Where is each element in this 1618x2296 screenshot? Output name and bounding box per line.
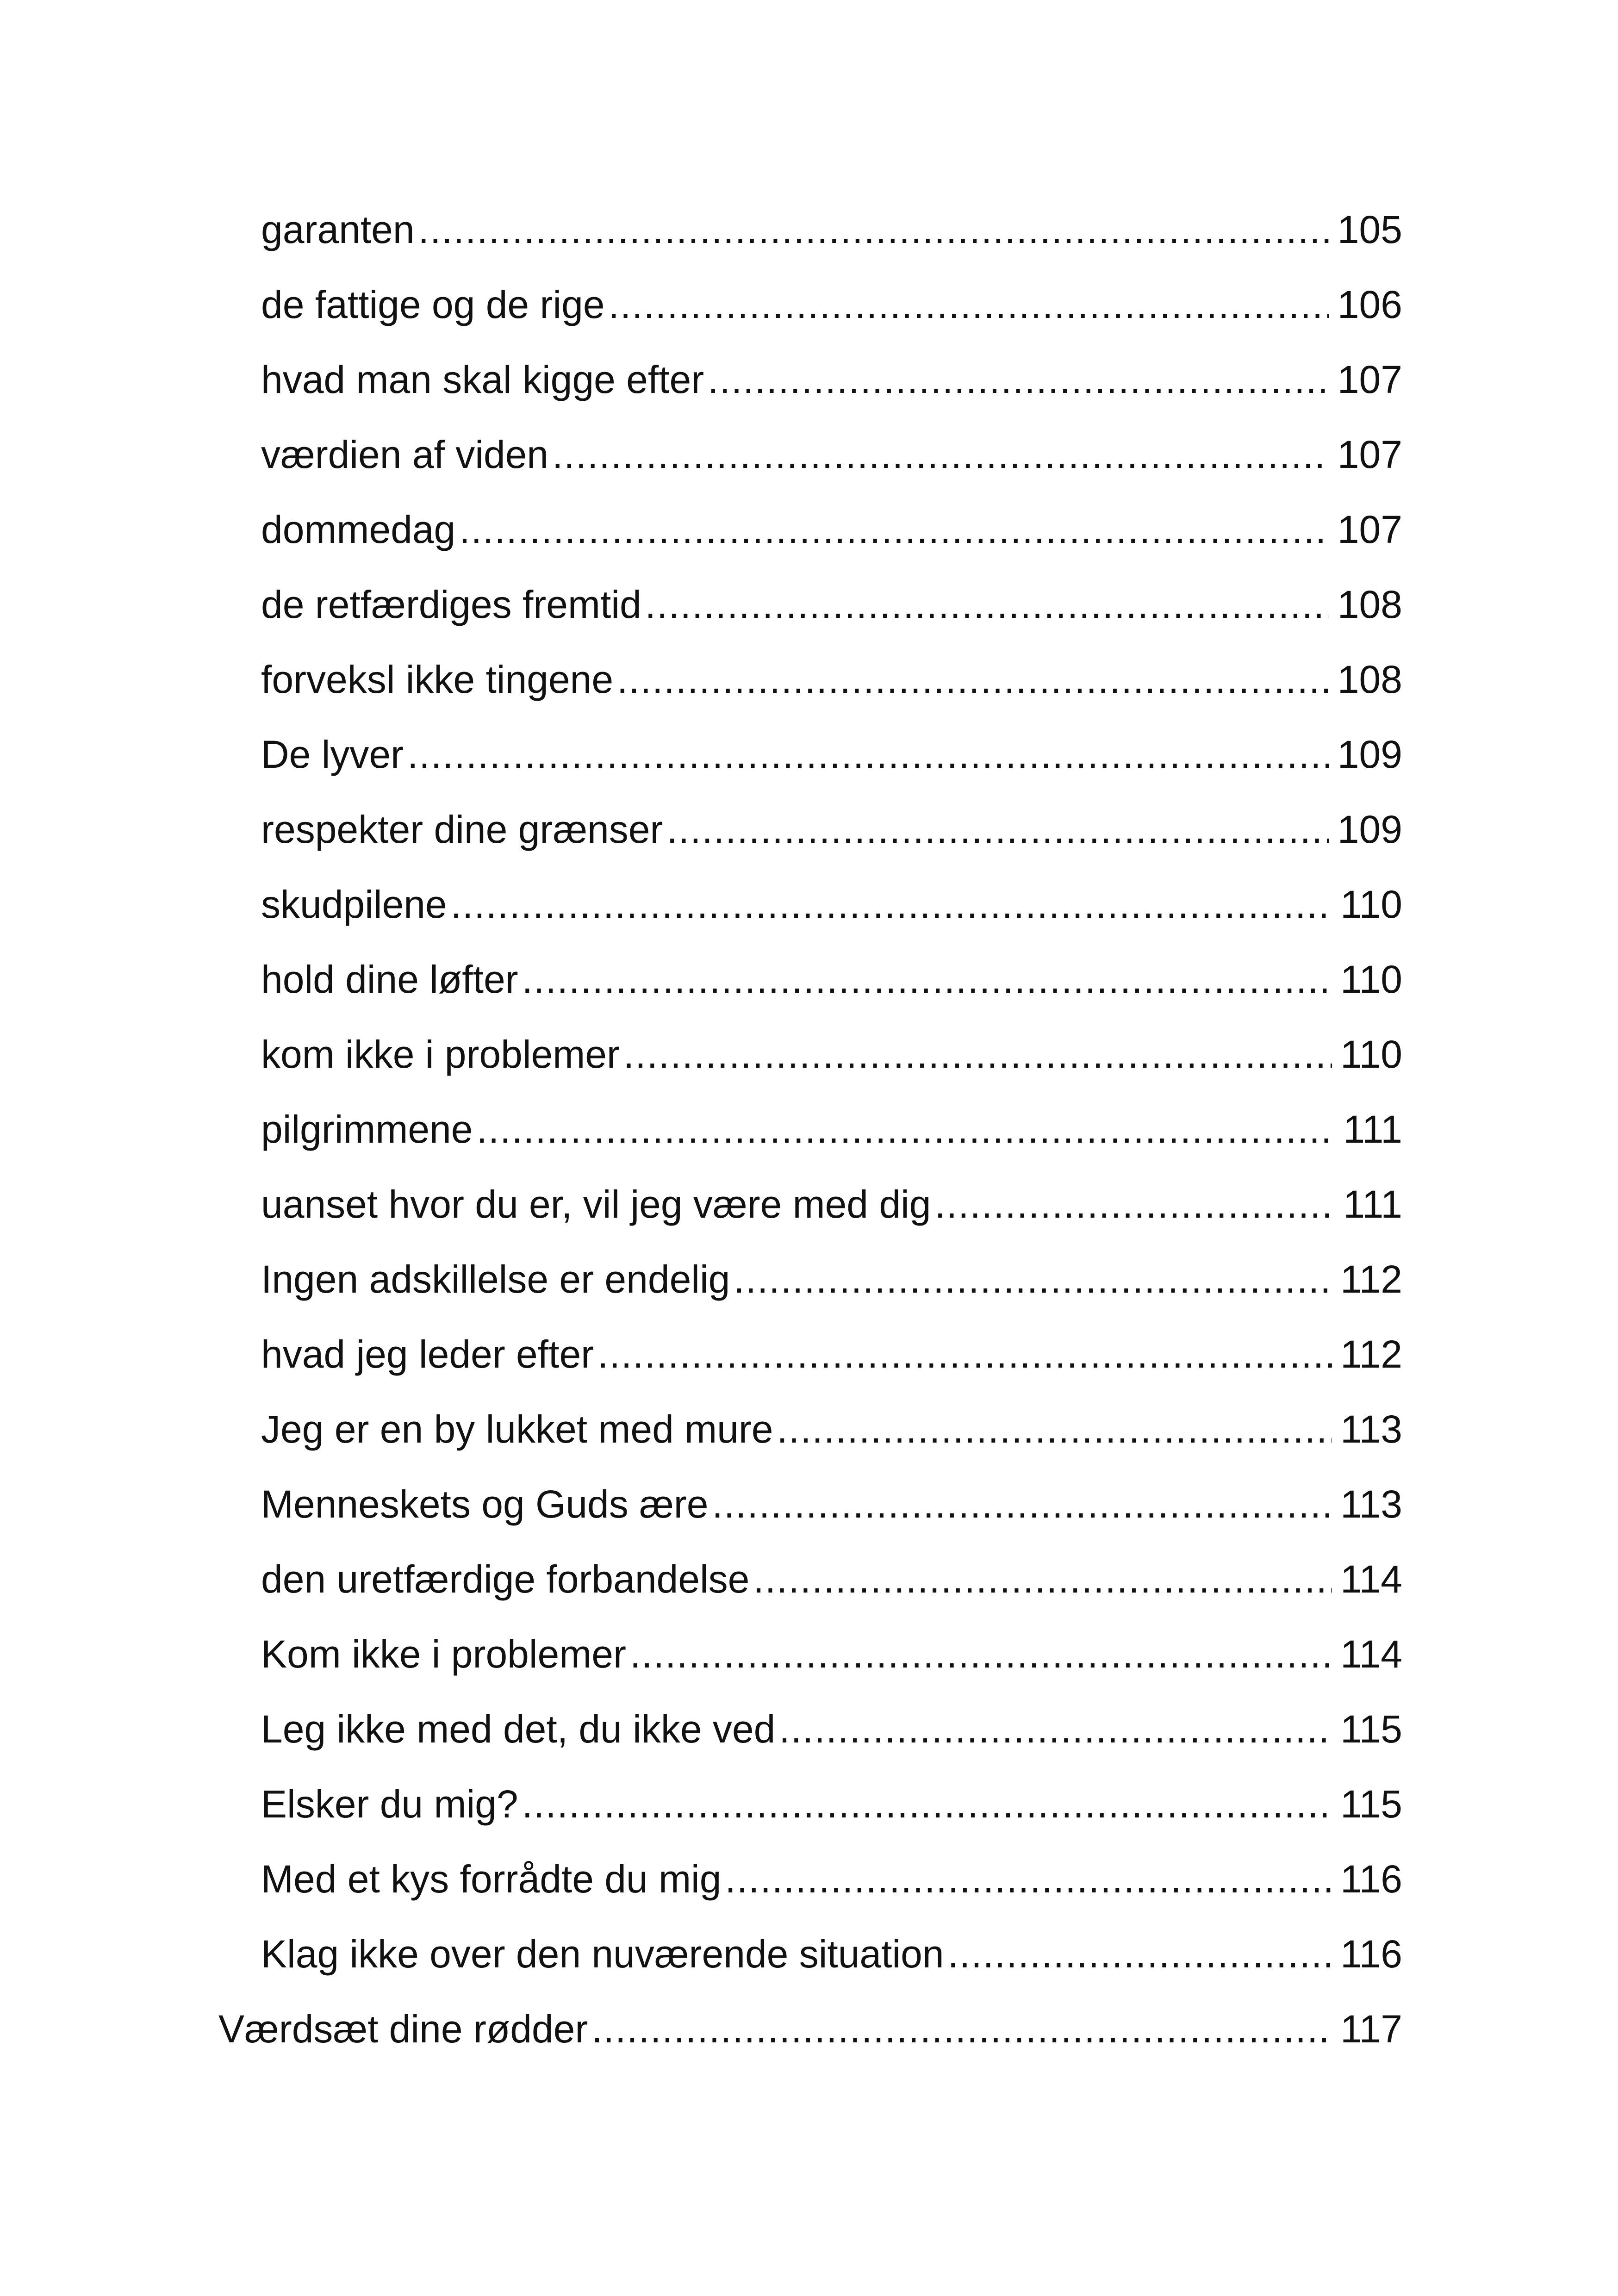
toc-entry-title: dommedag (261, 508, 456, 551)
toc-entry-title: Med et kys forrådte du mig (261, 1857, 722, 1901)
toc-page-number: 113 (1340, 1407, 1402, 1451)
toc-entry[interactable] (261, 432, 1402, 488)
toc-entry[interactable] (261, 657, 1402, 713)
toc-dot-leader (734, 1257, 1332, 1302)
toc-dot-leader (477, 1107, 1335, 1152)
toc-dot-leader (777, 1407, 1332, 1452)
toc-page-number: 112 (1340, 1257, 1402, 1301)
toc-dot-leader (617, 657, 1329, 702)
toc-entry-title: værdien af viden (261, 433, 549, 476)
toc-entry[interactable] (261, 1932, 1402, 1987)
toc-entry-title: Jeg er en by lukket med mure (261, 1407, 773, 1451)
toc-page-number: 110 (1340, 958, 1402, 1001)
toc-page-number: 110 (1340, 1033, 1402, 1076)
toc-entry-title: Ingen adskillelse er endelig (261, 1257, 730, 1301)
toc-dot-leader (522, 957, 1332, 1002)
toc-entry[interactable] (261, 1182, 1402, 1238)
toc-entry-title: Leg ikke med det, du ikke ved (261, 1707, 776, 1751)
toc-dot-leader (407, 732, 1329, 777)
toc-entry-title: den uretfærdige forbandelse (261, 1557, 750, 1601)
toc-page-number: 107 (1337, 358, 1402, 401)
toc-dot-leader (712, 1482, 1332, 1527)
toc-page-number: 107 (1337, 508, 1402, 551)
toc-entry-title: forveksl ikke tingene (261, 658, 614, 701)
toc-page-number: 108 (1337, 658, 1402, 701)
toc-entry[interactable] (261, 1332, 1402, 1388)
toc-entry[interactable] (261, 882, 1402, 938)
toc-entry[interactable] (261, 207, 1402, 263)
toc-dot-leader (725, 1857, 1332, 1902)
toc-page-number: 112 (1340, 1332, 1402, 1376)
toc-dot-leader (597, 1332, 1332, 1377)
toc-page-number: 111 (1343, 1108, 1402, 1151)
toc-dot-leader (451, 882, 1332, 927)
toc-entry[interactable] (261, 1032, 1402, 1088)
toc-dot-leader (630, 1632, 1332, 1677)
toc-page-number: 109 (1337, 733, 1402, 776)
toc-page-number: 111 (1343, 1182, 1402, 1226)
toc-entry-title: skudpilene (261, 883, 447, 926)
toc-dot-leader (779, 1707, 1332, 1752)
toc-dot-leader (666, 807, 1329, 852)
toc-page-number: 116 (1340, 1857, 1402, 1901)
toc-page-number: 115 (1340, 1782, 1402, 1826)
toc-entry-title: hvad man skal kigge efter (261, 358, 704, 401)
toc-dot-leader (552, 432, 1329, 477)
toc-entry[interactable] (261, 1107, 1402, 1163)
toc-page-number: 114 (1340, 1557, 1402, 1601)
toc-entry-title: respekter dine grænser (261, 808, 663, 851)
toc-dot-leader (459, 507, 1329, 552)
toc-page-number: 109 (1337, 808, 1402, 851)
toc-entry[interactable] (261, 1557, 1402, 1612)
toc-entry[interactable] (261, 1407, 1402, 1462)
toc-entry[interactable] (261, 1257, 1402, 1313)
toc-entry[interactable] (261, 282, 1402, 338)
toc-dot-leader (591, 2007, 1332, 2052)
toc-entry-title: kom ikke i problemer (261, 1033, 620, 1076)
toc-page-number: 113 (1340, 1482, 1402, 1526)
toc-page-number: 110 (1340, 883, 1402, 926)
toc-entry-title: garanten (261, 208, 415, 251)
toc-entry-title: Klag ikke over den nuværende situation (261, 1932, 944, 1976)
toc-entry[interactable] (261, 807, 1402, 863)
toc-page-number: 106 (1337, 283, 1402, 326)
toc-entry[interactable] (261, 582, 1402, 638)
toc-entry[interactable] (261, 1632, 1402, 1687)
toc-dot-leader (645, 582, 1329, 627)
toc-entry[interactable] (261, 732, 1402, 788)
toc-entry-title: Menneskets og Guds ære (261, 1482, 709, 1526)
toc-entry-title: Værdsæt dine rødder (218, 2007, 588, 2051)
toc-entry-title: uanset hvor du er, vil jeg være med dig (261, 1182, 931, 1226)
toc-entry-title: Elsker du mig? (261, 1782, 518, 1826)
toc-entry[interactable] (261, 957, 1402, 1013)
toc-entry[interactable] (261, 1482, 1402, 1537)
toc-dot-leader (708, 357, 1329, 402)
toc-page-number: 105 (1337, 208, 1402, 251)
toc-entry[interactable] (261, 1857, 1402, 1912)
toc-dot-leader (418, 207, 1329, 252)
toc-entry[interactable] (261, 1707, 1402, 1762)
toc-page-number: 107 (1337, 433, 1402, 476)
toc-entry-title: de retfærdiges fremtid (261, 583, 641, 626)
toc-dot-leader (609, 282, 1329, 327)
toc-page-number: 108 (1337, 583, 1402, 626)
toc-entry[interactable] (261, 357, 1402, 413)
toc-dot-leader (753, 1557, 1332, 1602)
toc-entry-title: hvad jeg leder efter (261, 1332, 594, 1376)
toc-entry-chapter[interactable] (218, 2007, 1402, 2062)
toc-entry-title: hold dine løfter (261, 958, 518, 1001)
toc-dot-leader (948, 1932, 1332, 1977)
toc-page-number: 117 (1340, 2007, 1402, 2051)
toc-page-number: 114 (1340, 1632, 1402, 1676)
toc-entry-title: Kom ikke i problemer (261, 1632, 626, 1676)
toc-entry-title: pilgrimmene (261, 1108, 473, 1151)
toc-entry[interactable] (261, 507, 1402, 563)
toc-entry-title: de fattige og de rige (261, 283, 605, 326)
toc-dot-leader (623, 1032, 1332, 1077)
toc-dot-leader (522, 1782, 1332, 1827)
toc-entry[interactable] (261, 1782, 1402, 1837)
toc-page-number: 115 (1340, 1707, 1402, 1751)
toc-dot-leader (934, 1182, 1335, 1227)
toc-page-number: 116 (1340, 1932, 1402, 1976)
toc-entry-title: De lyver (261, 733, 404, 776)
